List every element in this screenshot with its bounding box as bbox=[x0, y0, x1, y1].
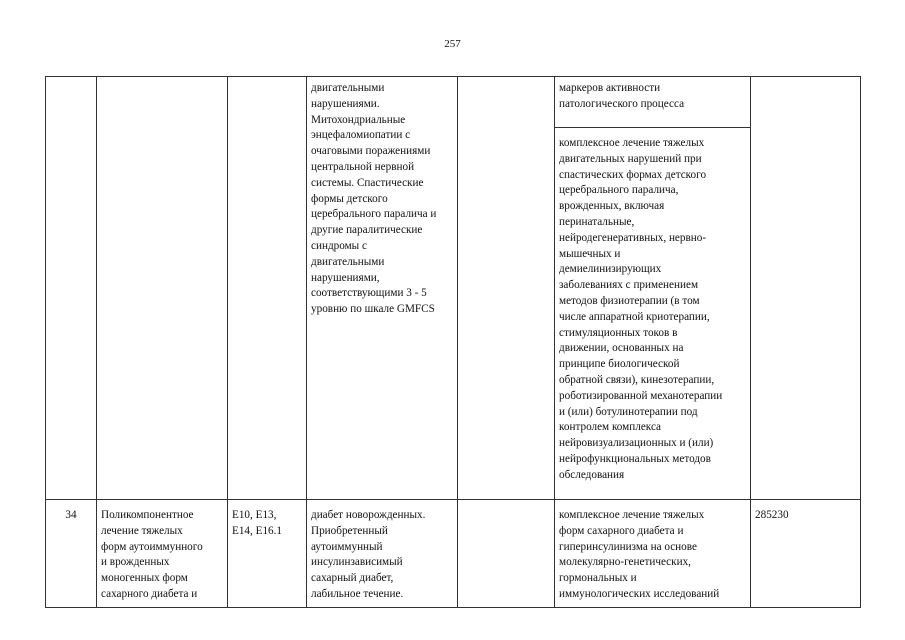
cell-codes-empty bbox=[228, 77, 307, 500]
cell-codes: E10, E13, E14, E16.1 bbox=[228, 500, 307, 608]
table-row-continuation bbox=[46, 77, 861, 128]
cell-description: диабет новорожденных. Приобретенный аутоиммунный инсулинзависимый сахарный диабет, лабильное течение. bbox=[307, 500, 458, 608]
cell-cost: 285230 bbox=[751, 500, 861, 608]
cell-name: Поликомпонентное лечение тяжелых форм аутоиммунного и врожденных моногенных форм сахарного диабета и bbox=[97, 500, 228, 608]
cell-method-a: маркеров активности патологического процесса bbox=[555, 77, 751, 128]
cell-row-number: 34 bbox=[46, 500, 97, 608]
cell-treatment-type-empty bbox=[458, 77, 555, 500]
cell-method: комплексное лечение тяжелых форм сахарного диабета и гиперинсулинизма на основе молекулярно-генетических, гормональных и иммунологических исследований bbox=[555, 500, 751, 608]
cell-treatment-type-empty bbox=[458, 500, 555, 608]
cell-cost-empty bbox=[751, 77, 861, 500]
medical-care-table bbox=[45, 76, 861, 608]
cell-description: двигательными нарушениями. Митохондриальные энцефаломиопатии с очаговыми поражениями центральной нервной системы. Спастические формы детского церебрального паралича и другие паралитические синдромы с двигательными нарушениями, соответствующими 3 - 5 уровню по шкале GMFCS bbox=[307, 77, 458, 500]
table-row-34 bbox=[46, 500, 861, 608]
cell-method-b: комплексное лечение тяжелых двигательных нарушений при спастических формах детского церебрального паралича, врожденных, включая перинатальные, нейродегенеративных, нервно- мышечных и демиелинизирующих заболеваниях с применением методов физиотерапии (в том числе аппаратной криотерапии, стимуляционных токов в движении, основанных на принципе биологической обратной связи), кинезотерапии, роботизированной механотерапии и (или) ботулинотерапии под контролем комплекса нейровизуализационных и (или) нейрофункциональных методов обследования bbox=[555, 128, 751, 500]
cell-name-empty bbox=[97, 77, 228, 500]
page-number: 257 bbox=[444, 38, 461, 50]
cell-number-empty bbox=[46, 77, 97, 500]
